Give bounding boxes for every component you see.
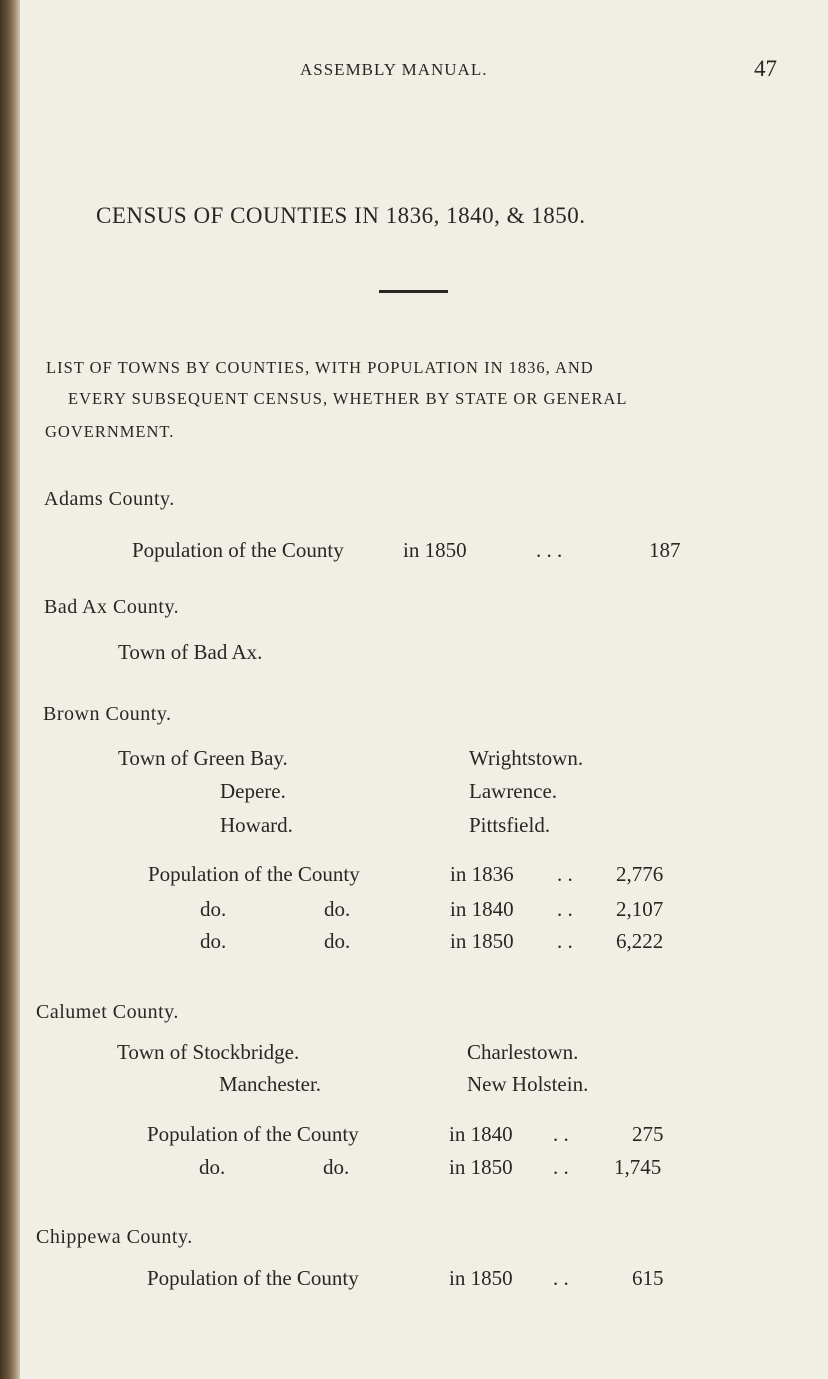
population-year: in 1840 — [450, 897, 514, 921]
title-rule — [379, 290, 448, 293]
ditto-mark: do. — [200, 929, 227, 953]
population-value: 6,222 — [616, 929, 664, 953]
town-name: Wrightstown. — [469, 746, 584, 770]
population-label: Population of the County — [147, 1266, 359, 1290]
leader-dots: . . — [557, 862, 573, 886]
population-value: 2,776 — [616, 862, 664, 886]
leader-dots: . . — [553, 1122, 569, 1146]
population-year: in 1836 — [450, 862, 514, 886]
county-heading-adams: Adams County. — [44, 488, 175, 510]
ditto-mark: do. — [324, 897, 351, 921]
population-value: 2,107 — [616, 897, 664, 921]
population-year: in 1850 — [449, 1155, 513, 1179]
county-heading-chippewa: Chippewa County. — [36, 1226, 193, 1248]
town-name: Depere. — [220, 779, 286, 803]
population-value: 1,745 — [614, 1155, 662, 1179]
ditto-mark: do. — [200, 897, 227, 921]
population-label: Population of the County — [132, 538, 344, 562]
page-title: CENSUS OF COUNTIES IN 1836, 1840, & 1850. — [96, 203, 586, 228]
population-value: 187 — [649, 538, 681, 562]
leader-dots: . . — [553, 1266, 569, 1290]
leader-dots: . . — [557, 929, 573, 953]
intro-line: LIST OF TOWNS BY COUNTIES, WITH POPULATION IN 1836, AND — [46, 358, 594, 377]
county-heading-calumet: Calumet County. — [36, 1001, 179, 1023]
population-value: 615 — [632, 1266, 664, 1290]
town-name: Howard. — [220, 813, 293, 837]
population-year: in 1850 — [403, 538, 467, 562]
population-year: in 1840 — [449, 1122, 513, 1146]
town-name: Charlestown. — [467, 1040, 579, 1064]
population-value: 275 — [632, 1122, 664, 1146]
town-name: New Holstein. — [467, 1072, 589, 1096]
running-title: ASSEMBLY MANUAL. — [300, 60, 488, 79]
town-name: Pittsfield. — [469, 813, 551, 837]
ditto-mark: do. — [324, 929, 351, 953]
page-number: 47 — [754, 56, 777, 81]
population-label: Population of the County — [148, 862, 360, 886]
town-name: Town of Bad Ax. — [118, 640, 263, 664]
county-heading-bad-ax: Bad Ax County. — [44, 596, 180, 618]
population-year: in 1850 — [450, 929, 514, 953]
county-heading-brown: Brown County. — [43, 703, 172, 725]
intro-line: GOVERNMENT. — [45, 422, 175, 441]
book-spine — [0, 0, 20, 1379]
town-name: Lawrence. — [469, 779, 558, 803]
leader-dots: . . . — [536, 538, 563, 562]
ditto-mark: do. — [199, 1155, 226, 1179]
leader-dots: . . — [553, 1155, 569, 1179]
leader-dots: . . — [557, 897, 573, 921]
intro-line: EVERY SUBSEQUENT CENSUS, WHETHER BY STATE OR GENERAL — [68, 389, 628, 408]
town-name: Manchester. — [219, 1072, 322, 1096]
population-label: Population of the County — [147, 1122, 359, 1146]
ditto-mark: do. — [323, 1155, 350, 1179]
town-name: Town of Stockbridge. — [117, 1040, 300, 1064]
town-name: Town of Green Bay. — [118, 746, 288, 770]
population-year: in 1850 — [449, 1266, 513, 1290]
